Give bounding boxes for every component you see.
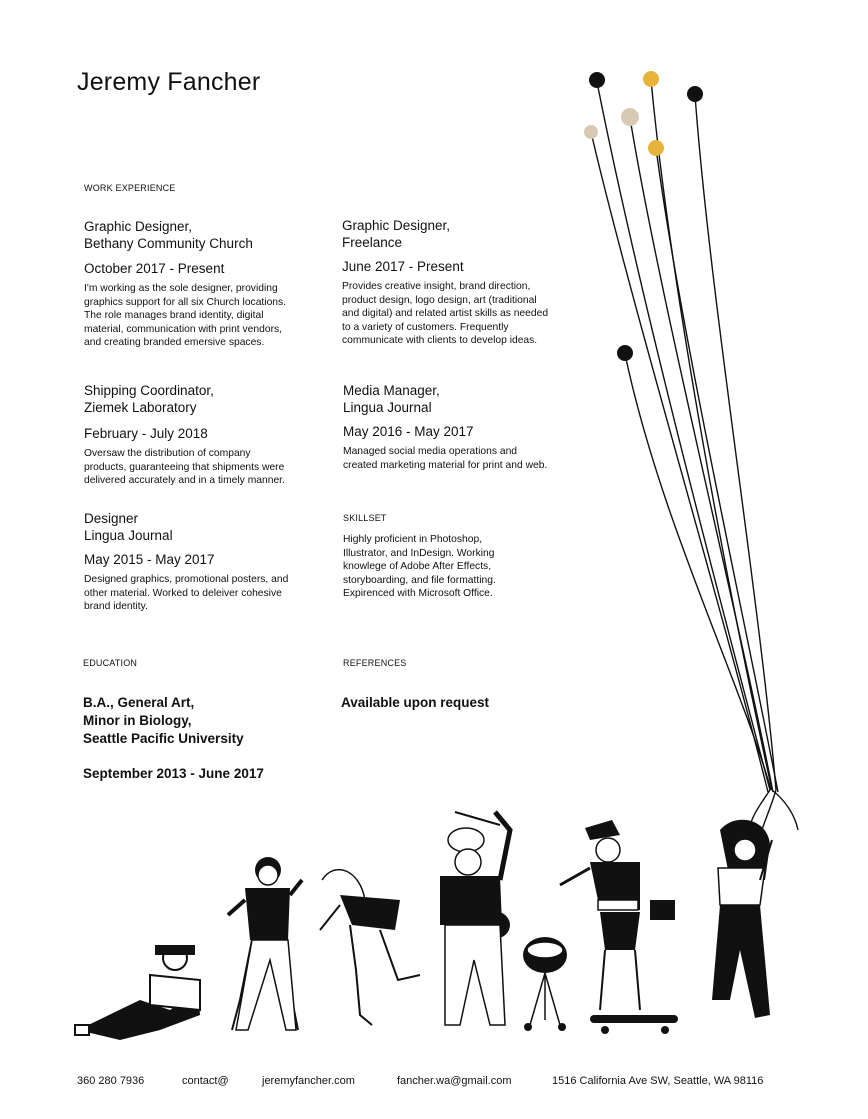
skill-line: Expirenced with Microsoft Office.	[343, 588, 493, 600]
desc-line: Managed social media operations and	[343, 446, 518, 457]
job-date: June 2017 - Present	[342, 259, 464, 274]
desc-line: and digital) and related artist skills as needed	[342, 308, 549, 320]
desc-line: communicate with clients to develop ideas.	[342, 335, 538, 347]
balloon-strings	[591, 80, 798, 836]
skill-line: Highly proficient in Photoshop,	[343, 534, 483, 545]
skillset-heading: SKILLSET	[343, 513, 387, 523]
education-date: September 2013 - June 2017	[83, 766, 264, 781]
desc-line: The role manages brand identity, digital	[84, 310, 264, 322]
desc-line: Provides creative insight, brand direction,	[342, 281, 531, 292]
desc-line: material, communication with print vendors,	[84, 323, 283, 335]
desc-line: and creating branded emersive spaces.	[84, 337, 265, 349]
job-org: Ziemek Laboratory	[84, 400, 197, 415]
skill-line: Illustrator, and InDesign. Working	[343, 547, 495, 559]
job-org: Lingua Journal	[84, 528, 173, 543]
desc-line: created marketing material for print and web.	[343, 459, 548, 471]
chef-figure	[440, 812, 510, 1025]
job-date: May 2016 - May 2017	[343, 424, 474, 439]
desc-line: Oversaw the distribution of company	[84, 448, 251, 459]
desc-line: product design, logo design, art (traditional	[342, 294, 537, 306]
references-heading: REFERENCES	[343, 658, 407, 668]
balloon-beige	[621, 108, 639, 126]
balloon-gold	[643, 71, 659, 87]
job-title: Graphic Designer,	[342, 218, 451, 233]
references-text: Available upon request	[341, 695, 490, 710]
education-heading: EDUCATION	[83, 658, 138, 668]
grill-icon	[523, 937, 567, 1031]
edu-line: Minor in Biology,	[83, 713, 192, 728]
footer-address: 1516 California Ave SW, Seattle, WA 98116	[552, 1075, 764, 1087]
desc-line: delivered accurately and in a timely manner.	[84, 475, 285, 487]
balloons	[584, 71, 703, 361]
desc-line: I'm working as the sole designer, providing	[84, 283, 278, 294]
desc-line: other material. Worked to deleiver cohesive	[84, 587, 282, 599]
skill-line: knowlege of Adobe After Effects,	[343, 561, 492, 573]
skateboarder-figure	[560, 820, 678, 1034]
desc-line: brand identity.	[84, 601, 148, 613]
person-dancing-figure	[228, 857, 302, 1030]
footer-contact-label: contact@	[182, 1075, 229, 1087]
skill-line: storyboarding, and file formatting.	[343, 574, 496, 586]
edu-line: Seattle Pacific University	[83, 731, 244, 746]
job-date: May 2015 - May 2017	[84, 552, 215, 567]
job-org: Freelance	[342, 235, 403, 250]
balloon-gold	[648, 140, 664, 156]
footer-phone: 360 280 7936	[77, 1075, 145, 1087]
desc-line: Designed graphics, promotional posters, and	[84, 574, 289, 585]
balloon-black	[589, 72, 605, 88]
job-title: Graphic Designer,	[84, 219, 193, 234]
job-org: Bethany Community Church	[84, 236, 253, 251]
resume-name: Jeremy Fancher	[77, 68, 261, 96]
footer-email-link[interactable]: fancher.wa@gmail.com	[397, 1075, 512, 1087]
desc-line: products, guaranteeing that shipments were	[84, 461, 285, 473]
desc-line: to a variety of customers. Frequently	[342, 321, 509, 333]
job-date: February - July 2018	[84, 426, 208, 441]
job-title: Shipping Coordinator,	[84, 383, 214, 398]
desc-line: graphics support for all six Church locations.	[84, 296, 287, 308]
job-title: Designer	[84, 511, 139, 526]
person-lying-figure	[75, 945, 200, 1040]
balloon-black	[617, 345, 633, 361]
person-reaching-figure	[320, 870, 420, 1025]
balloon-black	[687, 86, 703, 102]
edu-line: B.A., General Art,	[83, 695, 195, 710]
job-org: Lingua Journal	[343, 400, 432, 415]
girl-holding-balloons-figure	[712, 820, 772, 1018]
job-title: Media Manager,	[343, 383, 440, 398]
job-date: October 2017 - Present	[84, 261, 225, 276]
work-experience-heading: WORK EXPERIENCE	[84, 183, 176, 193]
balloon-beige	[584, 125, 598, 139]
footer-website-link[interactable]: jeremyfancher.com	[262, 1075, 355, 1087]
